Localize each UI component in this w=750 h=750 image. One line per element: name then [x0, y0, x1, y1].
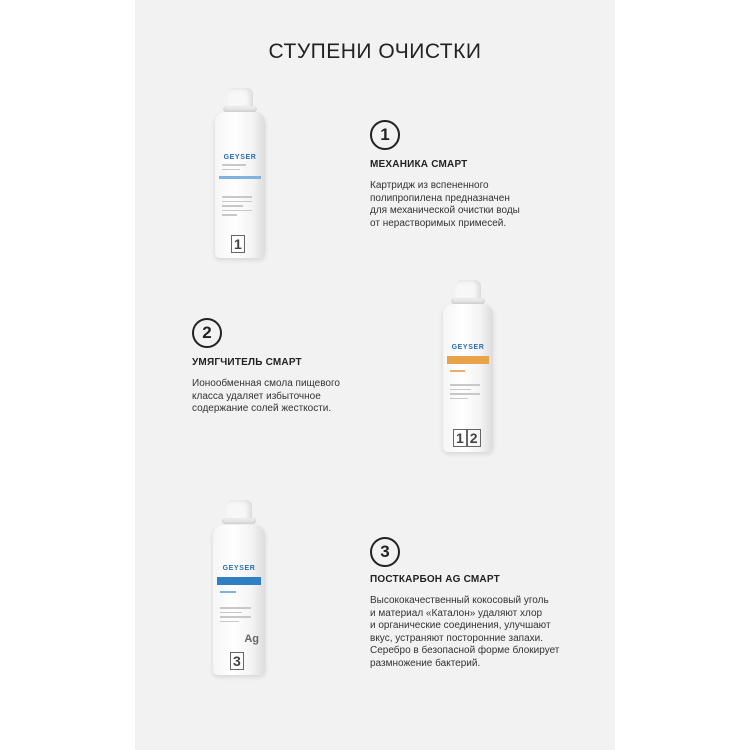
- stage-badge: 3: [230, 653, 244, 669]
- ag-label: Ag: [244, 633, 259, 645]
- stage-badge: 1 2: [453, 430, 481, 446]
- cartridge-2: [443, 280, 493, 452]
- stage-number-3: 3: [370, 537, 400, 567]
- stage-number-1: 1: [370, 120, 400, 150]
- cartridge-1: [215, 88, 265, 258]
- page-title: СТУПЕНИ ОЧИСТКИ: [268, 40, 482, 63]
- stage-description-3: Высококачественный кокосовый уголь и материал «Каталон» удаляют хлор и органические соединения, улучшают вкус, устраняют посторонние запахи. Серебро в безопасной форме блокирует размножение бактерий.: [370, 595, 560, 669]
- stage-heading-3: ПОСТКАРБОН AG СМАРТ: [370, 574, 500, 585]
- cartridge-3: [213, 500, 265, 675]
- cartridge-brand: GEYSER: [223, 154, 257, 161]
- cartridge-brand: GEYSER: [222, 565, 256, 572]
- stage-description-2: Ионообменная смола пищевого класса удаляет избыточное содержание солей жесткости.: [192, 378, 340, 414]
- cartridge-brand: GEYSER: [451, 344, 485, 351]
- stage-heading-2: УМЯГЧИТЕЛЬ СМАРТ: [192, 357, 302, 368]
- stage-badge: 1: [231, 236, 245, 252]
- stage-description-1: Картридж из вспененного полипропилена предназначен для механической очистки воды от нерастворимых примесей.: [370, 180, 520, 229]
- stage-heading-1: МЕХАНИКА СМАРТ: [370, 159, 468, 170]
- stage-number-2: 2: [192, 318, 222, 348]
